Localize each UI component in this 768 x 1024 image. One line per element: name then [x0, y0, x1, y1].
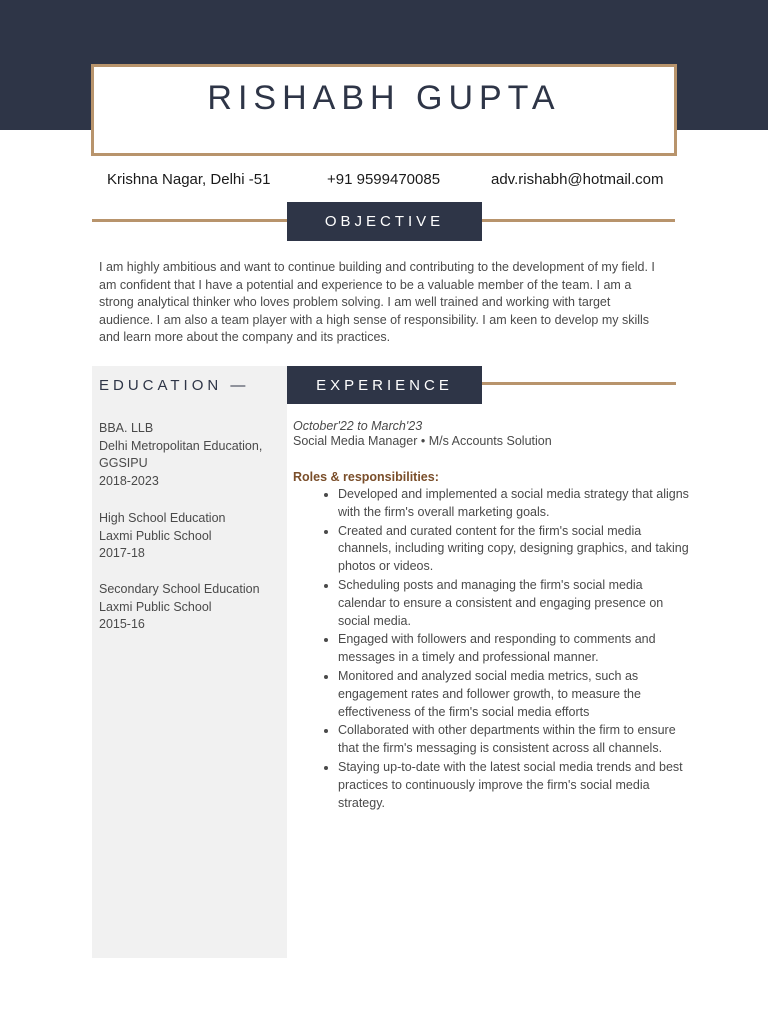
education-years: 2015-16 [99, 617, 145, 632]
education-institution: Laxmi Public School [99, 528, 212, 543]
contact-email: adv.rishabh@hotmail.com [491, 171, 664, 188]
education-entry [99, 420, 279, 491]
objective-rule-right [482, 219, 675, 222]
education-entry [99, 581, 279, 634]
education-years: 2018-2023 [99, 474, 159, 489]
list-item: • Created and curated content for the firm's social media channels, including writing copy, designing graphics, and taking photos or videos. [338, 523, 694, 576]
contact-phone: +91 9599470085 [327, 171, 441, 188]
candidate-name: RISHABH GUPTA [207, 78, 561, 117]
list-item: • Staying up-to-date with the latest social media trends and best practices to continuously improve the firm's social media strategy. [338, 759, 694, 812]
experience-date: October'22 to March'23 [293, 419, 423, 433]
education-degree: Secondary School Education [99, 582, 260, 596]
education-entry [99, 510, 279, 563]
list-item: • Monitored and analyzed social media metrics, such as engagement rates and follower growth, to measure the effectiveness of the firm's social media efforts [338, 668, 694, 721]
list-item: • Scheduling posts and managing the firm's social media calendar to ensure a consistent and engaging presence on social media. [338, 577, 694, 630]
education-degree: High School Education [99, 511, 226, 525]
experience-heading: EXPERIENCE [287, 366, 482, 404]
list-item: • Engaged with followers and responding to comments and messages in a timely and professional manner. [338, 631, 694, 667]
list-item: • Collaborated with other departments within the firm to ensure that the firm's messaging is consistent across all channels. [338, 722, 694, 758]
contact-address: Krishna Nagar, Delhi -51 [107, 171, 271, 188]
education-years: 2017-18 [99, 546, 145, 561]
objective-rule-left [92, 219, 288, 222]
education-heading: EDUCATION — [99, 377, 250, 394]
education-degree: BBA. LLB [99, 421, 154, 435]
experience-position: Social Media Manager • M/s Accounts Solution [293, 434, 552, 448]
roles-label: Roles & responsibilities: [293, 470, 439, 484]
experience-rule [482, 382, 676, 385]
education-institution: Laxmi Public School [99, 599, 212, 614]
name-box [91, 64, 677, 156]
education-institution: Delhi Metropolitan Education, GGSIPU [99, 438, 263, 471]
objective-heading: OBJECTIVE [287, 202, 482, 241]
list-item: • Developed and implemented a social media strategy that aligns with the firm's overall marketing goals. [338, 486, 694, 522]
roles-list [316, 486, 694, 813]
objective-text: I am highly ambitious and want to continue building and contributing to the development of my field. I am confident that I have a potential and experience to be a valuable member of the team. I am a strong analytical thinker who loves problem solving. I am well trained and working with target audience. I am also a team player with a high sense of responsibility. I am keen to develop my skills and learn more about the company and its practices. [99, 260, 655, 344]
